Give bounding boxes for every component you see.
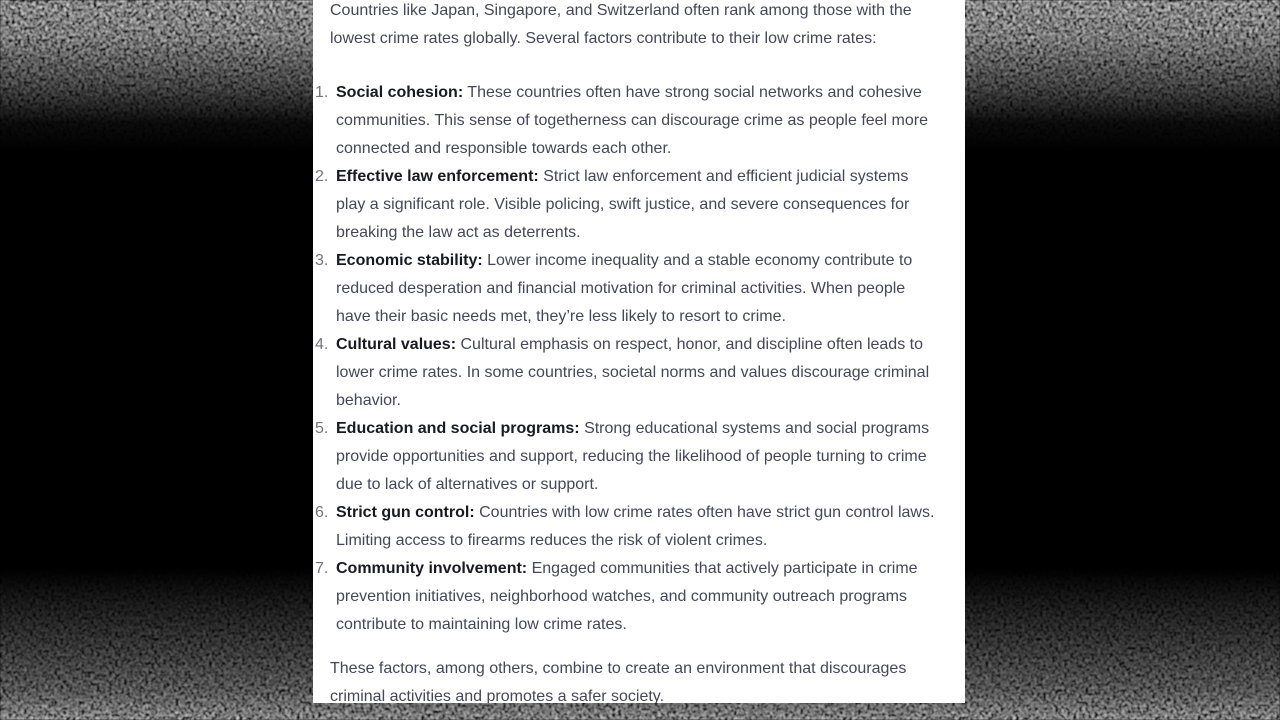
- chat-message-panel: [313, 0, 965, 703]
- list-item-7: [315, 555, 935, 639]
- list-description: Countries with low crime rates often have strict gun control laws. Limiting access to firearms reduces the risk of violent crimes.: [336, 504, 935, 549]
- list-term: Economic stability:: [336, 252, 483, 269]
- list-number: 7.: [315, 560, 329, 577]
- list-number: 1.: [315, 84, 329, 101]
- list-item-5: [315, 415, 935, 499]
- list-term: Cultural values:: [336, 336, 457, 353]
- list-term: Community involvement:: [336, 560, 528, 577]
- list-description: Cultural emphasis on respect, honor, and discipline often leads to lower crime rates. In some countries, societal norms and values discourage criminal behavior.: [336, 336, 930, 409]
- list-description: Strong educational systems and social programs provide opportunities and support, reducing the likelihood of people turning to crime due to lack of alternatives or support.: [336, 420, 930, 493]
- list-description: These countries often have strong social networks and cohesive communities. This sense of togetherness can discourage crime as people feel more connected and responsible towards each other.: [336, 84, 929, 157]
- list-description: Strict law enforcement and efficient judicial systems play a significant role. Visible policing, swift justice, and severe consequences for breaking the law act as deterrents.: [336, 168, 910, 241]
- list-term: Effective law enforcement:: [336, 168, 539, 185]
- intro-paragraph: Countries like Japan, Singapore, and Switzerland often rank among those with the lowest crime rates globally. Several factors contribute to their low crime rates:: [330, 2, 912, 47]
- list-item-1: [315, 79, 935, 163]
- factors-list: [315, 79, 935, 639]
- list-item-3: [315, 247, 935, 331]
- list-term: Education and social programs:: [336, 420, 580, 437]
- list-item-4: [315, 331, 935, 415]
- list-number: 5.: [315, 420, 329, 437]
- list-term: Strict gun control:: [336, 504, 475, 521]
- list-number: 2.: [315, 168, 329, 185]
- list-term: Social cohesion:: [336, 84, 464, 101]
- list-number: 4.: [315, 336, 329, 353]
- list-description: Lower income inequality and a stable economy contribute to reduced desperation and financial motivation for criminal activities. When people have their basic needs met, they’re less likely to resort to crime.: [336, 252, 913, 325]
- list-number: 6.: [315, 504, 329, 521]
- list-item-6: [315, 499, 935, 555]
- list-item-2: [315, 163, 935, 247]
- list-description: Engaged communities that actively participate in crime prevention initiatives, neighborhood watches, and community outreach programs contribute to maintaining low crime rates.: [336, 560, 918, 633]
- list-number: 3.: [315, 252, 329, 269]
- closing-paragraph: These factors, among others, combine to create an environment that discourages criminal activities and promotes a safer society.: [330, 660, 907, 703]
